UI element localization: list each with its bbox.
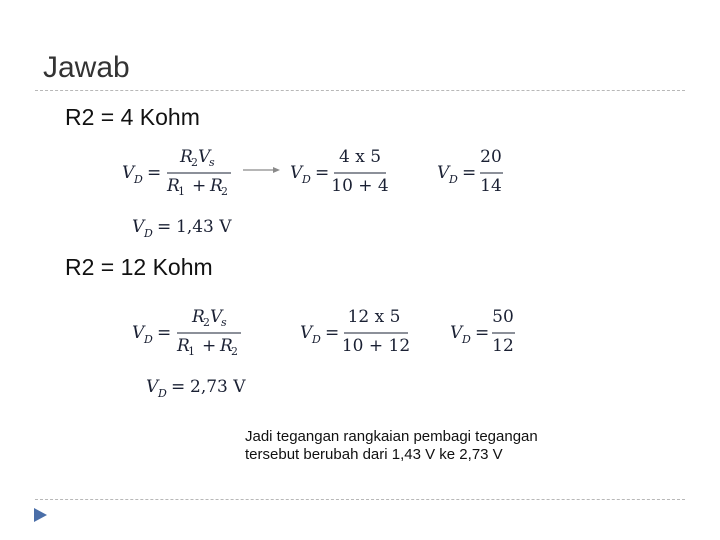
footer-divider — [35, 499, 685, 500]
simplified-numerator: 50 — [492, 307, 514, 327]
substituted-numerator: 4 x 5 — [338, 147, 382, 167]
svg-text:D: D — [144, 333, 153, 346]
substituted-denominator: 10 + 4 — [331, 176, 389, 196]
vd-subscript: D — [134, 173, 143, 186]
svg-text:V: V — [210, 307, 223, 327]
result-case-2 — [146, 377, 246, 400]
simplified-denominator: 12 — [492, 336, 514, 356]
svg-text:1: 1 — [188, 345, 195, 358]
svg-text:=: = — [325, 323, 340, 343]
svg-text:2: 2 — [203, 316, 210, 329]
svg-text:=: = — [315, 163, 330, 183]
play-triangle-icon[interactable] — [33, 507, 49, 523]
svg-text:D: D — [449, 173, 458, 186]
svg-text:V: V — [300, 323, 313, 343]
svg-text:D: D — [302, 173, 311, 186]
substituted-numerator: 12 x 5 — [347, 307, 401, 327]
denominator-r1-sub: 1 — [178, 185, 185, 198]
denominator-r2-sub: 2 — [221, 185, 228, 198]
formula-simplified — [437, 147, 503, 196]
svg-text:s: s — [221, 316, 227, 329]
formula-substituted — [300, 307, 410, 356]
svg-text:=: = — [157, 217, 172, 237]
numerator-v-sub: s — [209, 156, 215, 169]
denominator-r1: R — [167, 176, 180, 196]
svg-text:+: + — [202, 336, 217, 356]
denominator-r2: R — [210, 176, 223, 196]
denominator-plus: + — [192, 176, 207, 196]
numerator-v: V — [198, 147, 211, 167]
svg-text:2: 2 — [231, 345, 238, 358]
svg-text:D: D — [158, 387, 167, 400]
svg-text:V: V — [437, 163, 450, 183]
svg-text:=: = — [157, 323, 172, 343]
svg-text:D: D — [144, 227, 153, 240]
simplified-denominator: 14 — [480, 176, 502, 196]
bullet-r2-4kohm: R2 = 4 Kohm — [65, 104, 200, 130]
substituted-denominator: 10 + 12 — [341, 336, 411, 356]
equations-case-2 — [120, 300, 540, 404]
svg-text:V: V — [132, 323, 145, 343]
bullet-r2-12kohm: R2 = 12 Kohm — [65, 254, 213, 280]
formula-simplified — [450, 307, 515, 356]
equals-sign: = — [147, 163, 162, 183]
svg-text:D: D — [312, 333, 321, 346]
formula-general — [132, 307, 241, 358]
svg-text:V: V — [146, 377, 159, 397]
svg-text:D: D — [462, 333, 471, 346]
numerator-r-sub: 2 — [191, 156, 198, 169]
svg-text:V: V — [132, 217, 145, 237]
result-value: 1,43 V — [176, 217, 232, 237]
numerator-r: R — [180, 147, 193, 167]
vd-symbol: V — [122, 163, 135, 183]
svg-text:R: R — [192, 307, 205, 327]
formula-general — [122, 147, 231, 198]
title-divider — [35, 90, 685, 91]
formula-substituted — [290, 147, 389, 196]
right-arrow-icon — [243, 167, 280, 173]
result-value: 2,73 V — [190, 377, 246, 397]
equations-case-1 — [110, 140, 530, 244]
svg-text:V: V — [290, 163, 303, 183]
svg-text:=: = — [171, 377, 186, 397]
simplified-numerator: 20 — [480, 147, 502, 167]
svg-text:R: R — [177, 336, 190, 356]
svg-text:=: = — [462, 163, 477, 183]
conclusion-text: Jadi tegangan rangkaian pembagi tegangan tersebut berubah dari 1,43 V ke 2,73 V — [245, 428, 538, 463]
result-case-1 — [132, 217, 232, 240]
svg-text:V: V — [450, 323, 463, 343]
slide-title: Jawab — [43, 51, 130, 84]
svg-text:R: R — [220, 336, 233, 356]
svg-text:=: = — [475, 323, 490, 343]
